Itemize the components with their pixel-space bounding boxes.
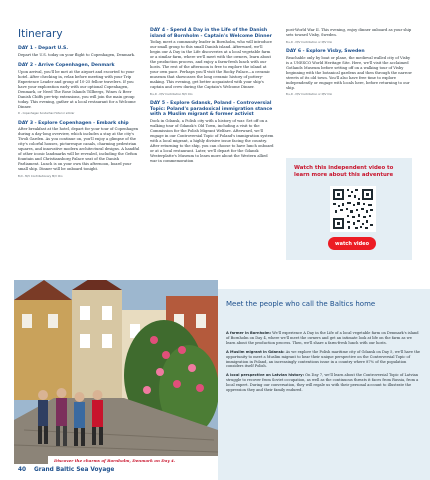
meet-paragraph-farmer (226, 331, 422, 346)
meet-text-farmer: We'll experience A Day in the Life of a local vegetable farm on Denmark's island of Bornholm on Day 4, where we'll meet the owners and get an intimate look at life on the farm as we learn about the production process. Then, we'll share a farm-fresh lunch with our hosts. (226, 331, 419, 345)
video-qr-code-icon (330, 186, 376, 232)
day-3-heading: DAY 3 - Explore Copenhagen - Embark ship (18, 120, 129, 126)
day-2-heading: DAY 2 - Arrive Copenhagen, Denmark (18, 63, 115, 69)
page-number: 40 (18, 467, 27, 473)
day-6-body: Reachable only by boat or plane, the medieval walled city of Visby is a UNESCO World Heritage Site. Here, we'll visit the acclaimed Gotlands Museum before setting off on a walking tour of Visby beginning with the botanical gardens and then through the narrow streets of its old town. You'll also have free time to explore independently or engage with locals here, before returning to our ship. (286, 55, 412, 90)
publication-title: Grand Baltic Sea Voyage (34, 467, 115, 473)
meet-lead-latvian: A local perspective on Latvian history: (226, 373, 305, 378)
meet-the-people-body (226, 331, 422, 397)
meet-paragraph-latvian (226, 373, 422, 393)
day-5-continued-body: post-World War II. This evening, enjoy dinner onboard as your ship sets toward Visby, Sweden. (286, 28, 412, 37)
bornholm-street-illustration (14, 280, 218, 464)
day-2-meals: D - Copenhagen Sonderhav Hotel or similar (18, 112, 75, 116)
meet-lead-farmer: A farmer in Bornholm: (226, 331, 272, 335)
meet-text-migrant: As we explore the Polish maritime city of Gdansk on Day 5, we'll have the opportunity to meet a Muslim migrant to hear their unique perspective on the Controversial Topic of immigration in Poland, an increasingly contentious issue in a country where 87% of the population considers itself Polish. (226, 349, 421, 369)
day-6-meals: B,L,D - M/V Contribution or M/V Clio (286, 93, 333, 97)
day-4-heading: DAY 4 - Spend A Day in the Life of the Danish island of Bornholm - Captain's Welcome Dinner (150, 28, 272, 39)
watch-video-title: Watch this independent video to learn more about this adventure (294, 165, 394, 178)
day-5-heading: DAY 5 - Explore Gdansk, Poland - Controversial Topic: Poland's paradoxical immigration stance with a Muslim migrant & former activist (150, 101, 273, 118)
meet-text-latvian: On Day 7, we'll learn about the Controversial Topic of Latvian struggle to recover from Soviet occupation, as well as the continuous threats it faces from Russia, from a local expert. During our conversation, they will regale us with their personal account to illustrate the oppression they and their family endured. (226, 373, 419, 393)
day-1-body: Depart the U.S. today on your flight to Copenhagen, Denmark. (18, 52, 135, 57)
itinerary-title: Itinerary (18, 28, 63, 40)
itinerary-column-1 (18, 28, 140, 183)
meet-paragraph-migrant (226, 350, 422, 370)
day-3-meals: B,D - M/V Contributionary M/V Clio (18, 174, 63, 178)
itinerary-column-2 (150, 28, 274, 167)
itinerary-column-3 (286, 28, 412, 102)
day-1-heading: DAY 1 - Depart U.S. (18, 46, 69, 51)
day-4-body: Today, meet a community leader in Bornholm, who will introduce our small group to this small Danish island. Afterward, we'll begin our A Day in the Life discoveries at a local vegetable farm or a similar farm, where we'll meet with the owners, learn about the production process, and enjoy a farm-fresh lunch with our hosts. The rest of the afternoon is free to explore the island at your own pace. Perhaps you'll visit the Rocky Palace—a ceramic museum that showcases the long ceramic history of pottery-making. This evening, get better acquainted with your ship's captain and crew during the Captain's Welcome Dinner. (150, 40, 272, 90)
bornholm-photo (14, 280, 218, 464)
watch-video-box (286, 158, 412, 260)
meet-the-people-title: Meet the people who call the Baltics home (226, 300, 376, 308)
meet-the-people-box (218, 289, 430, 480)
day-5-body: Dock in Gdansk, a Polish city with a history of war. Set off on a walking tour of Gdansk's Old Town, including a visit to the Commission for the Polish Migrant Welfare. Afterward, we'll engage in our Controversial Topic of Poland's immigration system with a local migrant, a highly divisive issue facing the country. After returning to the ship, you can choose to have lunch onboard or at a local restaurant. Later, we'll depart for the Gdansk Westerplatte's Museum to learn more about the Western allied war in commemoration (150, 119, 274, 164)
day-2-body: Upon arrival, you'll be met at the airport and escorted to your hotel. After checking in, relax before meeting with your Trip Experience Leader and group of 10-25 fellow travelers. If you have your exploration early with our optional Copenhagen, Denmark, or Need The Rose Islands Tillbergs, Wines & Beer Danish Chiffs pre-trip extensions, you will join the main group today. This evening, gather at a local restaurant for a Welcome Dinner. (18, 69, 136, 109)
meet-lead-migrant: A Muslim migrant in Gdansk: (226, 349, 285, 354)
day-4-meals: B,L,D - M/V Contribution M/V Clio (150, 92, 193, 96)
day-5-meals: B,L,D - M/V Contribution or M/V Clio (286, 40, 333, 44)
day-3-body: After breakfast at the hotel, depart for your tour of Copenhagen during a day-long overview, which includes a stay at the city's Tivoli Garden. As you continue on, you'll enjoy a glimpse of the city's colorful houses, picturesque canals, charming pedestrian squares, and innovative modern architectural designs. A handful of other iconic landmarks will be revealed, including the Gefion fountain and Christiansborg Palace seat of the Danish Parliament. Lunch is on your own this afternoon, board your small ship. Dinner will be onboard tonight. (18, 127, 140, 172)
photo-caption: Discover the charms of Bornholm, Denmark on Day 4. (48, 456, 218, 466)
watch-video-button[interactable]: watch video (328, 237, 376, 250)
day-6-heading: DAY 6 - Explore Visby, Sweden (286, 49, 365, 55)
